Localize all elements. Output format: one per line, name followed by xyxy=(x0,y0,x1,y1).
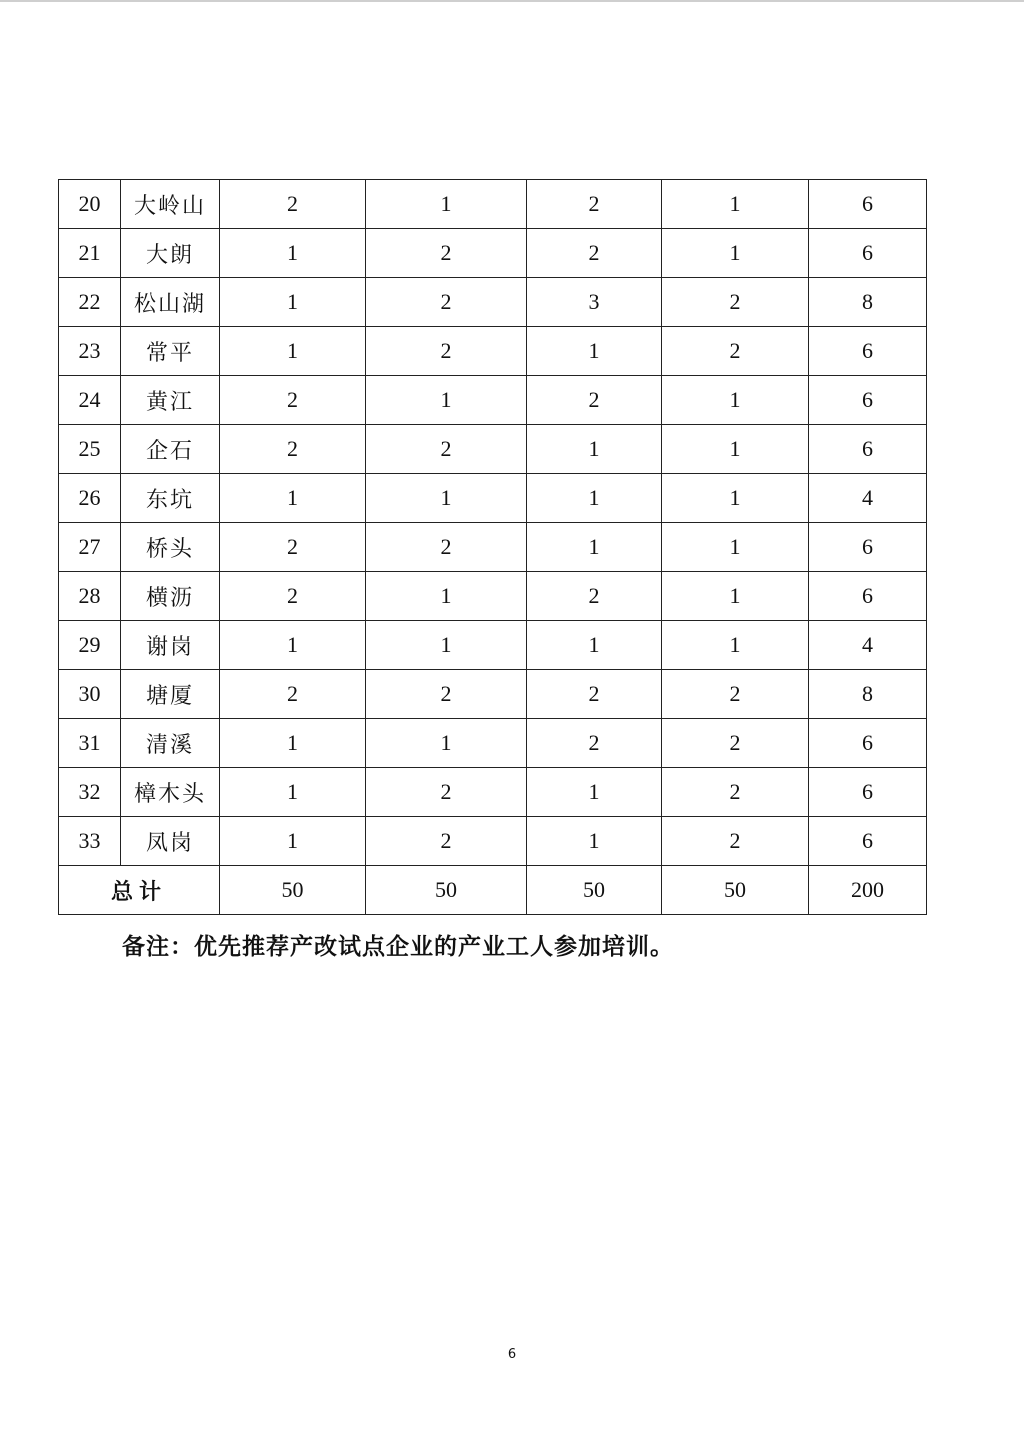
quota-col-3-cell: 2 xyxy=(527,229,662,278)
quota-col-4-cell: 2 xyxy=(662,817,809,866)
quota-col-1-cell: 2 xyxy=(220,670,366,719)
row-total-cell: 4 xyxy=(809,474,927,523)
row-total-cell: 6 xyxy=(809,523,927,572)
quota-col-1-cell: 2 xyxy=(220,180,366,229)
quota-col-3-cell: 1 xyxy=(527,768,662,817)
quota-col-2-cell: 1 xyxy=(366,572,527,621)
quota-col-4-cell: 1 xyxy=(662,523,809,572)
table-row xyxy=(59,229,927,278)
quota-col-3-cell: 2 xyxy=(527,376,662,425)
table-row xyxy=(59,621,927,670)
totals-grand-total: 200 xyxy=(809,866,927,915)
table-row xyxy=(59,523,927,572)
town-name-cell: 谢岗 xyxy=(121,621,220,670)
quota-col-4-cell: 1 xyxy=(662,474,809,523)
table-row xyxy=(59,670,927,719)
quota-col-1-cell: 1 xyxy=(220,817,366,866)
row-number-cell: 21 xyxy=(59,229,121,278)
town-name-cell: 清溪 xyxy=(121,719,220,768)
remark-note: 备注：优先推荐产改试点企业的产业工人参加培训。 xyxy=(122,934,674,960)
table-row xyxy=(59,376,927,425)
row-total-cell: 6 xyxy=(809,425,927,474)
quota-col-2-cell: 2 xyxy=(366,278,527,327)
row-total-cell: 6 xyxy=(809,572,927,621)
row-number-cell: 20 xyxy=(59,180,121,229)
quota-col-4-cell: 2 xyxy=(662,768,809,817)
quota-col-1-cell: 1 xyxy=(220,768,366,817)
quota-col-2-cell: 2 xyxy=(366,523,527,572)
quota-col-1-cell: 2 xyxy=(220,425,366,474)
quota-col-2-cell: 2 xyxy=(366,670,527,719)
row-total-cell: 4 xyxy=(809,621,927,670)
quota-col-2-cell: 2 xyxy=(366,327,527,376)
quota-col-4-cell: 1 xyxy=(662,425,809,474)
quota-col-1-cell: 2 xyxy=(220,572,366,621)
quota-col-4-cell: 2 xyxy=(662,719,809,768)
quota-col-3-cell: 3 xyxy=(527,278,662,327)
table-row xyxy=(59,327,927,376)
quota-col-4-cell: 1 xyxy=(662,572,809,621)
row-number-cell: 26 xyxy=(59,474,121,523)
quota-col-2-cell: 2 xyxy=(366,817,527,866)
quota-col-3-cell: 2 xyxy=(527,670,662,719)
row-number-cell: 22 xyxy=(59,278,121,327)
town-name-cell: 常平 xyxy=(121,327,220,376)
row-total-cell: 6 xyxy=(809,376,927,425)
table-row xyxy=(59,572,927,621)
town-name-cell: 松山湖 xyxy=(121,278,220,327)
town-name-cell: 横沥 xyxy=(121,572,220,621)
town-name-cell: 凤岗 xyxy=(121,817,220,866)
row-total-cell: 6 xyxy=(809,180,927,229)
quota-col-3-cell: 1 xyxy=(527,817,662,866)
quota-col-2-cell: 1 xyxy=(366,621,527,670)
quota-col-3-cell: 2 xyxy=(527,180,662,229)
quota-table xyxy=(58,179,927,915)
quota-col-4-cell: 1 xyxy=(662,180,809,229)
row-total-cell: 6 xyxy=(809,229,927,278)
quota-col-4-cell: 2 xyxy=(662,327,809,376)
totals-label: 总计 xyxy=(59,866,220,915)
table-row xyxy=(59,768,927,817)
row-total-cell: 8 xyxy=(809,278,927,327)
totals-col-3: 50 xyxy=(527,866,662,915)
row-number-cell: 25 xyxy=(59,425,121,474)
quota-col-1-cell: 1 xyxy=(220,278,366,327)
quota-col-2-cell: 1 xyxy=(366,474,527,523)
table-row xyxy=(59,474,927,523)
row-number-cell: 31 xyxy=(59,719,121,768)
quota-col-4-cell: 1 xyxy=(662,376,809,425)
table-row xyxy=(59,817,927,866)
quota-col-1-cell: 1 xyxy=(220,719,366,768)
table-row xyxy=(59,278,927,327)
town-name-cell: 大朗 xyxy=(121,229,220,278)
row-number-cell: 23 xyxy=(59,327,121,376)
quota-col-4-cell: 1 xyxy=(662,229,809,278)
quota-col-2-cell: 1 xyxy=(366,376,527,425)
totals-col-1: 50 xyxy=(220,866,366,915)
quota-col-3-cell: 2 xyxy=(527,572,662,621)
totals-col-2: 50 xyxy=(366,866,527,915)
quota-col-2-cell: 1 xyxy=(366,719,527,768)
quota-col-3-cell: 1 xyxy=(527,621,662,670)
quota-col-3-cell: 1 xyxy=(527,523,662,572)
town-name-cell: 东坑 xyxy=(121,474,220,523)
quota-col-1-cell: 1 xyxy=(220,621,366,670)
row-total-cell: 6 xyxy=(809,719,927,768)
quota-col-3-cell: 1 xyxy=(527,425,662,474)
totals-col-4: 50 xyxy=(662,866,809,915)
row-total-cell: 8 xyxy=(809,670,927,719)
quota-col-2-cell: 2 xyxy=(366,229,527,278)
quota-col-1-cell: 1 xyxy=(220,229,366,278)
quota-col-3-cell: 1 xyxy=(527,474,662,523)
row-number-cell: 30 xyxy=(59,670,121,719)
row-total-cell: 6 xyxy=(809,817,927,866)
row-number-cell: 32 xyxy=(59,768,121,817)
row-number-cell: 24 xyxy=(59,376,121,425)
quota-col-1-cell: 2 xyxy=(220,376,366,425)
row-number-cell: 29 xyxy=(59,621,121,670)
town-name-cell: 塘厦 xyxy=(121,670,220,719)
row-total-cell: 6 xyxy=(809,768,927,817)
quota-col-4-cell: 1 xyxy=(662,621,809,670)
quota-col-1-cell: 1 xyxy=(220,474,366,523)
quota-col-2-cell: 2 xyxy=(366,768,527,817)
quota-col-4-cell: 2 xyxy=(662,278,809,327)
row-number-cell: 33 xyxy=(59,817,121,866)
quota-col-1-cell: 1 xyxy=(220,327,366,376)
quota-col-3-cell: 1 xyxy=(527,327,662,376)
row-total-cell: 6 xyxy=(809,327,927,376)
town-name-cell: 黄江 xyxy=(121,376,220,425)
town-name-cell: 樟木头 xyxy=(121,768,220,817)
quota-col-2-cell: 2 xyxy=(366,425,527,474)
page-top-border xyxy=(0,0,1024,2)
quota-col-3-cell: 2 xyxy=(527,719,662,768)
quota-col-2-cell: 1 xyxy=(366,180,527,229)
town-name-cell: 企石 xyxy=(121,425,220,474)
table-row xyxy=(59,719,927,768)
table-row xyxy=(59,425,927,474)
town-name-cell: 桥头 xyxy=(121,523,220,572)
page-number: 6 xyxy=(507,1347,517,1362)
row-number-cell: 28 xyxy=(59,572,121,621)
quota-col-4-cell: 2 xyxy=(662,670,809,719)
quota-table-body xyxy=(59,180,927,866)
row-number-cell: 27 xyxy=(59,523,121,572)
totals-row xyxy=(59,866,927,915)
quota-col-1-cell: 2 xyxy=(220,523,366,572)
table-row xyxy=(59,180,927,229)
town-name-cell: 大岭山 xyxy=(121,180,220,229)
